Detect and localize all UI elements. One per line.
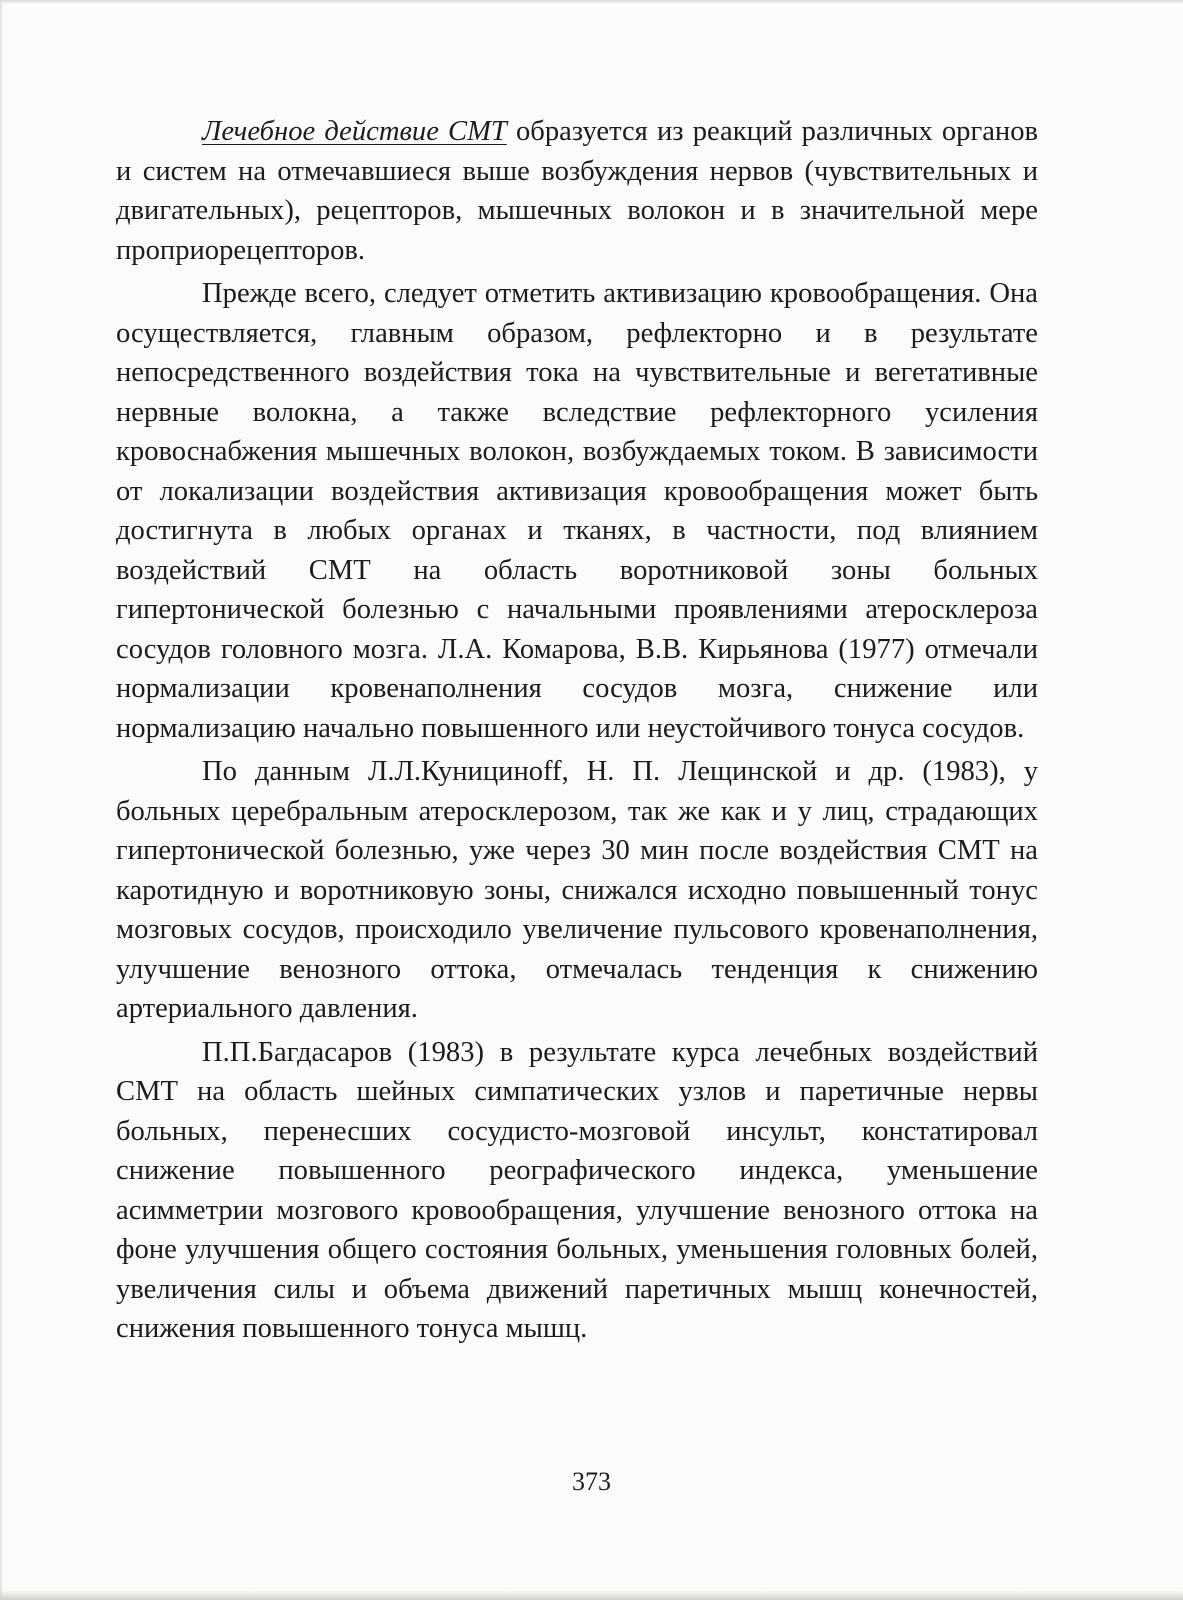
scan-edge-left	[0, 0, 3, 1600]
paragraph-1-lead-term: Лечебное действие СМТ	[202, 116, 507, 147]
body-text	[116, 112, 1038, 1349]
scan-edge-bottom	[0, 1590, 1183, 1600]
page-number: 373	[572, 1467, 611, 1496]
scan-edge-top	[0, 0, 1183, 4]
paragraph-4	[116, 1033, 1038, 1349]
paragraph-3	[116, 752, 1038, 1029]
paragraph-1	[116, 112, 1038, 270]
paragraph-4-text: П.П.Багдасаров (1983) в результате курса лечебных воздействий СМТ на область шейных симпатических узлов и паретичные нервы больных, перенесших сосудисто-мозговой инсульт, констатировал снижение повышенного реографического индекса, уменьшение асимметрии мозгового кровообращения, улучшение венозного оттока на фоне улучшения общего состояния больных, уменьшения головных болей, увеличения силы и объема движений паретичных мышц конечностей, снижения повышенного тонуса мышц.	[116, 1036, 1038, 1344]
paragraph-2	[116, 274, 1038, 748]
paragraph-3-text: По данным Л.Л.Куницинoff, Н. П. Лещинской и др. (1983), у больных церебральным атеросклерозом, так же как и у лиц, страдающих гипертонической болезнью, уже через 30 мин после воздействия СМТ на каротидную и воротниковую зоны, снижался исходно повышенный тонус мозговых сосудов, происходило увеличение пульсового кровенаполнения, улучшение венозного оттока, отмечалась тенденция к снижению артериального давления.	[116, 756, 1038, 1024]
paragraph-1-text: образуется из реакций различных органов и систем на отмечавшиеся выше возбуждения нервов (чувствительных и двигательных), рецепторов, мышечных волокон и в значительной мере проприорецепторов.	[116, 116, 1038, 266]
paragraph-2-text: Прежде всего, следует отметить активизацию кровообращения. Она осуществляется, главным образом, рефлекторно и в результате непосредственного воздействия тока на чувствительные и вегетативные нервные волокна, а также вследствие рефлекторного усиления кровоснабжения мышечных волокон, возбуждаемых током. В зависимости от локализации воздействия активизация кровообращения может быть достигнута в любых органах и тканях, в частности, под влиянием воздействий СМТ на область воротниковой зоны больных гипертонической болезнью с начальными проявлениями атеросклероза сосудов головного мозга. Л.А. Комарова, В.В. Кирьянова (1977) отмечали нормализации кровенаполнения сосудов мозга, снижение или нормализацию начально повышенного или неустойчивого тонуса сосудов.	[116, 278, 1038, 744]
